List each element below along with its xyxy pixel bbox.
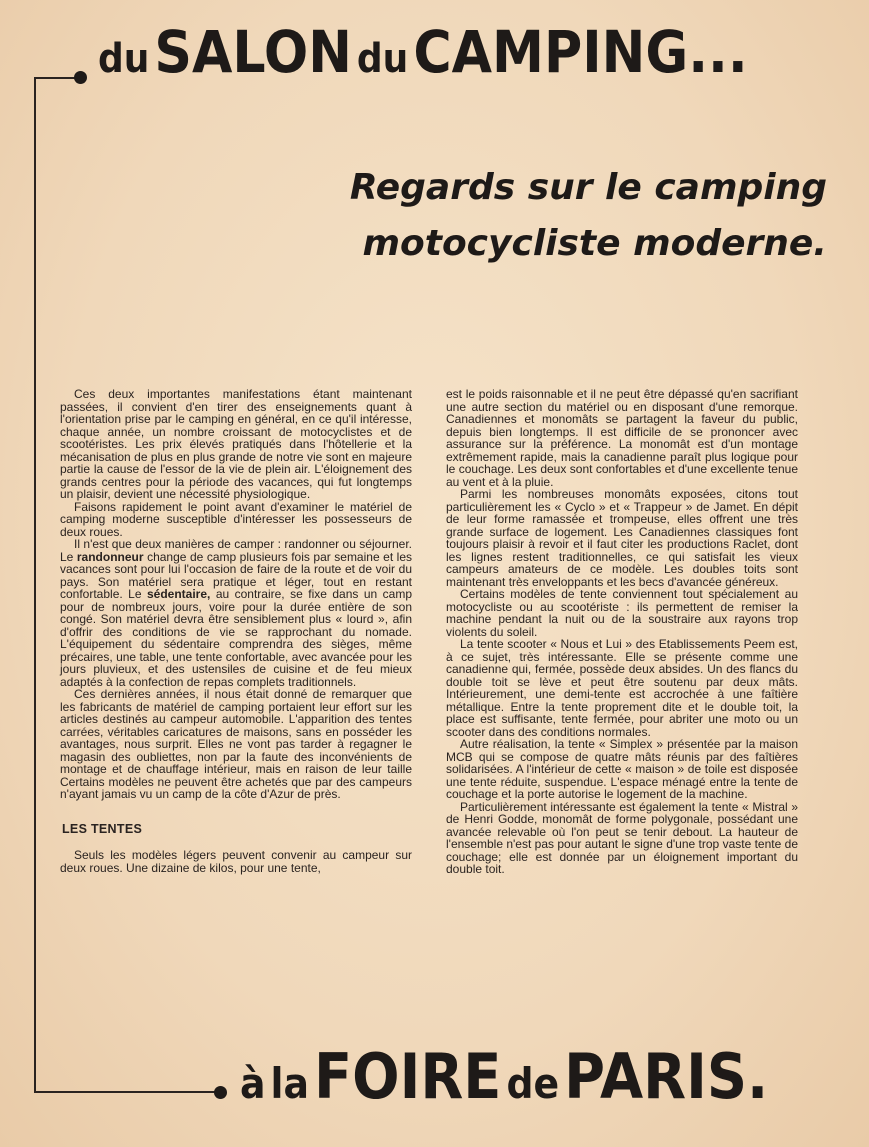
section-title-les-tentes: LES TENTES: [62, 821, 143, 836]
subtitle-line: motocycliste moderne.: [362, 223, 827, 264]
paragraph: Parmi les nombreuses monomâts exposées, citons tout particulièrement les « Cyclo » et « Trappeur » de Jamet. En dépit de leur forme ramassée et trompeuse, elles offrent une très grande surface de logement. Les Canadiennes classiques font toujours plaisir à revoir et il faut citer les productions Raclet, dont les lignes restent traditionnelles, ce qui satisfait les vieux campeurs amateurs de ce modèle. Les doubles toits sont maintenant très enveloppants et les becs d'avancée généreux.: [446, 487, 798, 589]
headline-word: FOIRE: [314, 1040, 502, 1113]
headline-word: du: [98, 36, 150, 82]
subtitle: [307, 160, 827, 272]
headline-word: CAMPING...: [413, 18, 748, 86]
article-column-left: [60, 388, 412, 874]
paragraph-continuation: est le poids raisonnable et il ne peut être dépassé qu'en sacrifiant une autre section du matériel ou en disposant d'une remorque. Canadiennes et monomâts se partagent la faveur du public, depuis bien longtemps. Il est difficile de se prononcer avec assurance sur la préférence. La monomât est d'un montage extrêmement rapide, mais la canadienne paraît plus logique pour le couchage. Les deux sont confortables et d'une excellente tenue au vent et à la pluie.: [446, 387, 798, 489]
paragraph: Faisons rapidement le point avant d'examiner le matériel de camping moderne susceptible d'intéresser les possesseurs de deux roues.: [60, 499, 412, 539]
headline-word: de: [506, 1059, 560, 1108]
headline-word: du: [356, 36, 409, 82]
paragraph: Autre réalisation, la tente « Simplex » présentée par la maison MCB qui se compose de quatre mâts réunis par des faîtières solidarisées. A l'intérieur de cette « maison » de toile est disposée une tente réduite, suspendue. L'espace ménagé entre la tente de couchage et la porte autorise le logement de la machine.: [446, 737, 798, 801]
paragraph-text: au contraire, se fixe dans un camp pour de nombreux jours, voire pour la durée entière de son congé. Son matériel devra être sensiblement plus « lourd », afin d'offrir des conditions de vie se rapprochant du nomade. L'équipement du sédentaire comprendra des sièges, même précaires, une table, une tente confortable, avec avancée pour les jours pluvieux, et des ustensiles de cuisine et de feu mieux adaptés à la confection de repas complets traditionnels.: [60, 587, 412, 689]
bold-term-sedentaire: sédentaire,: [146, 587, 211, 601]
paragraph: La tente scooter « Nous et Lui » des Etablissements Peem est, à ce sujet, très intéressante. Elle se présente comme une canadienne qui, fermée, possède deux absides. Un des flancs du double toit se lève et peut être soutenu par deux mâts. Intérieurement, une demi-tente est accrochée à une faîtière métallique. Entre la tente proprement dite et le double toit, la place est suffisante, tente fermée, pour abriter une moto ou un scooter dans des conditions normales.: [446, 637, 798, 739]
frame-line-bottom: [34, 1091, 218, 1093]
paragraph-text: Il n'est que deux manières de camper : randonner ou séjourner. Le: [60, 537, 412, 564]
bold-term-randonneur: randonneur: [76, 549, 144, 564]
frame-line-top: [34, 77, 78, 79]
bullet-dot-bottom: [214, 1086, 227, 1099]
paragraph: Particulièrement intéressante est également la tente « Mistral » de Henri Godde, monomât de forme polygonale, possédant une avancée relevable où l'on peut se tenir debout. La hauteur de l'ensemble n'est pas pour autant le signe d'une trop vaste tente de couchage; elle est donnée par un éloignement important du double toit.: [446, 799, 798, 876]
headline-word: SALON: [154, 18, 352, 86]
subtitle-line: Regards sur le camping: [349, 167, 827, 208]
headline-salon-du-camping: [98, 18, 782, 98]
frame-line-left: [34, 77, 36, 1093]
paragraph: Ces dernières années, il nous était donné de remarquer que les fabricants de matériel de camping portaient leur effort sur les articles destinés au campeur automobile. L'apparition des tentes carrées, véritables caricatures de maisons, sans en posséder les avantages, nous surprit. Elles ne vont pas tarder à regagner le magasin des oubliettes, non par la faute des inconvénients de montage et de chauffage intérieur, mais en raison de leur taille Certains modèles ne peuvent être achetés que par des campeurs n'ayant jamais vu un camp de la côte d'Azur de près.: [60, 687, 412, 801]
headline-word: à: [240, 1059, 266, 1108]
headline-word: PARIS.: [564, 1040, 769, 1113]
headline-foire-de-paris: [240, 1040, 798, 1122]
bullet-dot-top: [74, 71, 87, 84]
paragraph-text: change de camp plusieurs fois par semaine et les vacances sont pour lui l'occasion de faire de la route et de voir du pays. Son matériel sera pratique et léger, tout en restant confortable. Le: [60, 549, 413, 601]
article-column-right: [446, 388, 798, 876]
paragraph: Ces deux importantes manifestations étant maintenant passées, il convient d'en tirer des enseignements quant à l'orientation prise par le camping en général, en ce qu'il intéresse, chaque année, un nombre croissant de motocyclistes et de scootéristes. Les prix élevés pratiqués dans l'hôtellerie et la mécanisation de plus en plus grande de notre vie sont en majeure partie la cause de l'essor de la vie de plein air. L'éloignement des grands centres pour la période des vacances, qui fut longtemps un plaisir, devient une nécessité physiologique.: [60, 387, 412, 501]
paragraph: Seuls les modèles légers peuvent convenir au campeur sur deux roues. Une dizaine de kilos, pour une tente,: [60, 848, 412, 875]
paragraph: Certains modèles de tente conviennent tout spécialement au motocycliste ou au scootériste : ils permettent de remiser la machine pendant la nuit ou de la soustraire aux rayons trop violents du soleil.: [446, 587, 798, 639]
paragraph: [60, 538, 412, 688]
headline-word: la: [270, 1059, 310, 1108]
